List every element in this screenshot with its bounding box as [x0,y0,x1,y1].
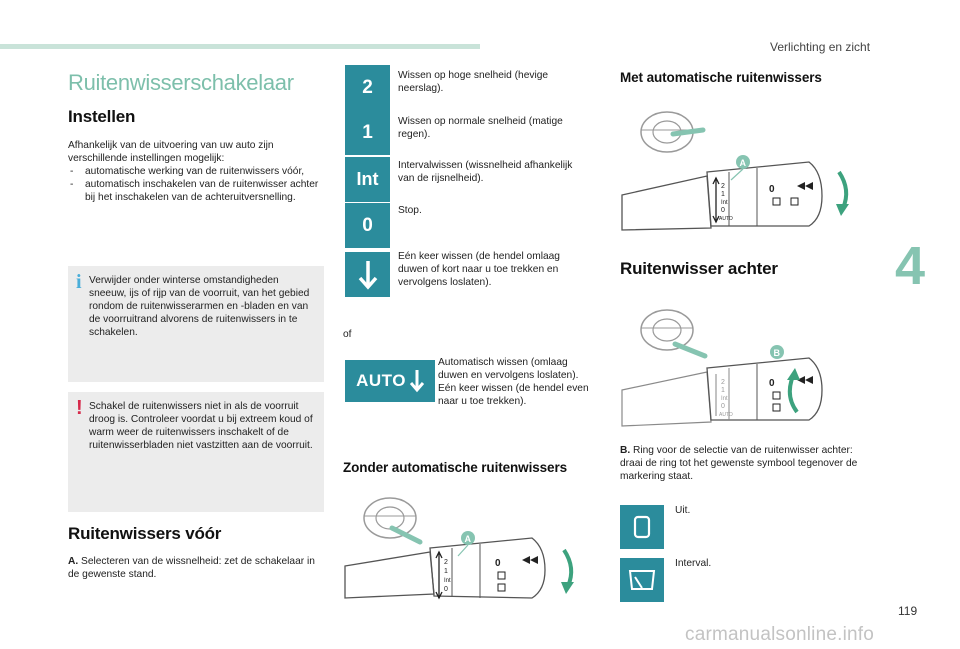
front-wipers-heading: Ruitenwissers vóór [68,524,222,543]
warning-icon: ! [76,397,83,419]
steering-wheel-icon [364,498,420,542]
stalk-illustration-rear [617,300,862,430]
front-wipers-desc: Selecteren van de wissnelheid: zet de schakelaar in de gewenste stand. [68,556,315,580]
speed-1-text: Wissen op normale snelheid (matige regen). [398,116,563,140]
stalk-lever [345,538,545,598]
auto-tile [345,360,435,402]
arrow-down-icon [410,369,424,393]
or-text: of [343,329,352,340]
ring-label-0: 0 [769,184,775,195]
rear-off-text: Uit. [675,505,691,516]
curved-arrow-down-icon [561,550,574,594]
rear-wiper-interval-icon [773,404,780,411]
rear-wiper-off-icon [773,198,780,205]
auto-text: Automatisch wissen (omlaag duwen en vervolgens loslaten). Eén keer wissen (de hendel even naar u toe trekken). [438,357,589,407]
stalk-label-1: 1 [721,387,725,394]
stop-text: Stop. [398,205,422,216]
stalk-label-2: 2 [444,559,448,566]
intro-bullets [68,165,324,204]
stalk-label-1: 1 [721,191,725,198]
arrow-down-icon [357,259,379,291]
auto-label: AUTO [356,371,406,390]
intro-text: Afhankelijk van de uitvoering van uw auto zijn verschillende instellingen mogelijk: [68,140,274,164]
stalk-label-2: 2 [721,183,725,190]
stalk-label-int: Int [721,200,728,206]
stalk-label-auto: AUTO [719,216,733,222]
single-wipe-text: Eén keer wissen (de hendel omlaag duwen of kort naar u toe trekken en vervolgens loslaten). [398,251,560,288]
rear-wiper-desc: Ring voor de selectie van de ruitenwisser achter: draai de ring tot het gewenste symbool tegenover de markering staat. [620,445,858,482]
callout-a-label: A [739,158,746,168]
front-wipers-text [68,555,324,581]
single-wipe-tile [345,252,390,297]
double-arrow-icon [522,556,538,564]
intro-bullet: - automatisch inschakelen van de ruitenwisser achter bij het inschakelen van de achteruitversnelling. [68,178,324,204]
warning-note-text: Schakel de ruitenwissers niet in als de voorruit droog is. Controleer voordat u bij extreem koud of warm weer de ruitenwissers inschakelt of de ruitenwisserbladen niet vastzitten aan de voorruit. [89,401,313,451]
steering-wheel-icon [641,310,705,356]
speed-2-tile: 2 [345,65,390,110]
double-arrow-icon [797,182,813,190]
rear-wiper-label: B. [620,445,631,456]
callout-a-badge [731,155,750,180]
intro-block [68,139,324,204]
stalk-label-0: 0 [721,403,725,410]
callout-b-label: B [773,348,780,358]
stalk-label-int: Int [444,578,451,584]
rear-wiper-text [620,444,878,483]
stalk-label-int: Int [721,396,728,402]
info-note-text: Verwijder onder winterse omstandigheden sneeuw, ijs of rijp van de voorruit, van het gebied rondom de ruitenwisserarmen en -bladen en van de voorruitrand alvorens de ruitenwissers in te schakelen. [89,275,310,338]
stop-tile: 0 [345,203,390,248]
callout-b-badge [770,345,784,359]
intro-bullet: - automatische werking van de ruitenwissers vóór, [68,165,324,178]
curved-arrow-up-icon [787,368,800,412]
chapter-number: 4 [895,236,926,296]
ring-label-0: 0 [769,378,775,389]
stalk-label-0: 0 [721,207,725,214]
interval-text: Intervalwissen (wissnelheid afhankelijk van de rijsnelheid). [398,160,573,184]
speed-1-tile: 1 [345,110,390,155]
page-title: Ruitenwisserschakelaar [68,70,294,95]
stalk-lever [622,162,822,230]
rear-wiper-off-icon [498,572,505,579]
stalk-label-2: 2 [721,379,725,386]
callout-a-label: A [464,534,471,544]
stalk-illustration-manual [340,488,585,618]
rear-off-tile [620,505,664,549]
stalk-label-auto: AUTO [719,412,733,418]
watermark: carmanualsonline.info [685,624,875,645]
steering-wheel-icon [641,112,703,152]
info-icon: i [76,271,82,293]
rear-wiper-off-icon [773,392,780,399]
setting-heading: Instellen [68,107,136,126]
header-accent-bar [0,44,480,49]
ring-label-0: 0 [495,558,501,569]
stalk-label-0: 0 [444,586,448,593]
curved-arrow-down-icon [836,172,849,216]
speed-2-text: Wissen op hoge snelheid (hevige neerslag). [398,70,549,94]
rear-interval-text: Interval. [675,558,712,569]
rear-wiper-interval-icon [791,198,798,205]
stalk-lever [622,358,822,426]
rear-interval-tile [620,558,664,602]
section-title: Verlichting en zicht [770,40,871,54]
with-auto-heading: Met automatische ruitenwissers [620,70,822,85]
stalk-illustration-auto [617,100,862,240]
rear-wiper-interval-icon [628,568,656,592]
rear-wiper-heading: Ruitenwisser achter [620,259,778,278]
without-auto-heading: Zonder automatische ruitenwissers [343,460,568,475]
stalk-label-1: 1 [444,568,448,575]
rear-wiper-interval-icon [498,584,505,591]
info-notice [68,266,324,382]
warning-notice [68,392,324,512]
interval-tile: Int [345,157,390,202]
front-wipers-label: A. [68,556,79,567]
rear-wiper-off-icon [633,515,651,539]
page-number: 119 [898,604,918,618]
